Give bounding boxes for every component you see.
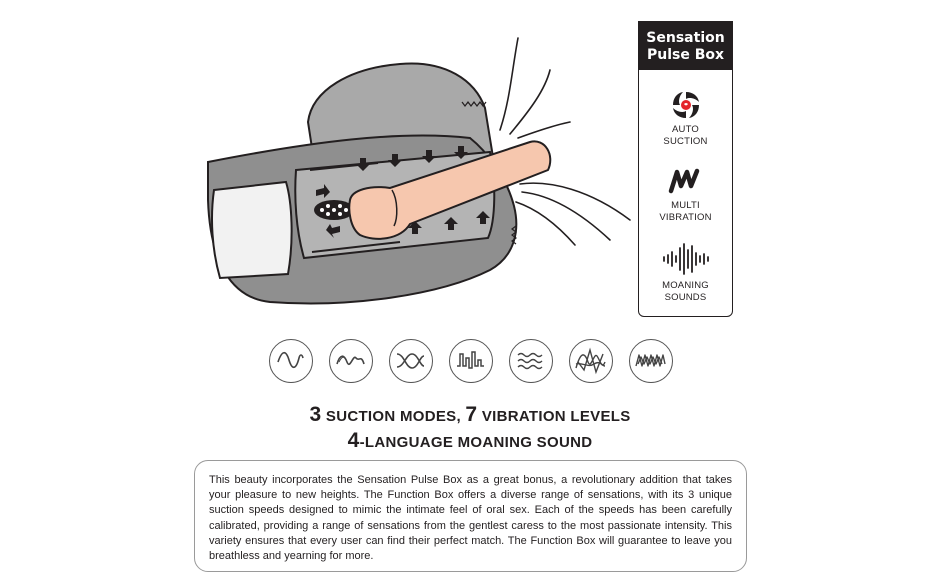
mode-icons-row: [267, 339, 677, 385]
panel-title: [639, 22, 732, 70]
feature-multi-vibration: [639, 166, 732, 223]
wave-mode-1-icon: [269, 339, 313, 383]
ripple-mode-icon: [509, 339, 553, 383]
sound-wave-icon: [661, 242, 711, 276]
headline-line-1: [0, 403, 940, 429]
vibration-levels-text: VIBRATION LEVELS: [477, 408, 631, 425]
zigzag-mode-icon: [629, 339, 673, 383]
vibration-wave-icon: [668, 166, 704, 196]
language-count: 4: [347, 429, 360, 452]
vibration-levels-count: 7: [465, 403, 478, 426]
feature-label: MULTI VIBRATION: [659, 200, 712, 223]
suction-modes-count: 3: [309, 403, 322, 426]
suction-modes-text: SUCTION MODES,: [321, 408, 466, 425]
headline-line-2: [0, 429, 940, 455]
headline: [0, 403, 940, 455]
panel-title-line-2: Pulse Box: [646, 47, 725, 63]
language-text: -LANGUAGE MOANING SOUND: [359, 434, 593, 451]
suction-swirl-icon: [671, 90, 701, 120]
sensation-pulse-box-panel: [638, 21, 733, 317]
description-box: [194, 460, 747, 572]
product-illustration: [200, 30, 640, 320]
panel-title-line-1: Sensation: [646, 30, 725, 46]
feature-label: MOANING SOUNDS: [662, 280, 709, 303]
feature-auto-suction: [639, 90, 732, 147]
description-text: This beauty incorporates the Sensation Pulse Box as a great bonus, a revolutionary addition that takes your pleasure to new heights. The Function Box offers a diverse range of sensations, with its 3 unique suction speeds designed to mimic the intimate feel of oral sex. Each of the speeds has been carefully calibrated, providing a range of sensations from the gentlest caress to the most passionate intensity. This variety ensures that every user can find their perfect match. The Function Box will guarantee to leave you breathless and yearning for more.: [209, 474, 732, 563]
wave-mode-2-icon: [329, 339, 373, 383]
feature-label: AUTO SUCTION: [663, 124, 708, 147]
pulse-mode-icon: [449, 339, 493, 383]
feature-moaning-sounds: [639, 242, 732, 303]
wave-mode-3-icon: [389, 339, 433, 383]
chaotic-mode-icon: [569, 339, 613, 383]
